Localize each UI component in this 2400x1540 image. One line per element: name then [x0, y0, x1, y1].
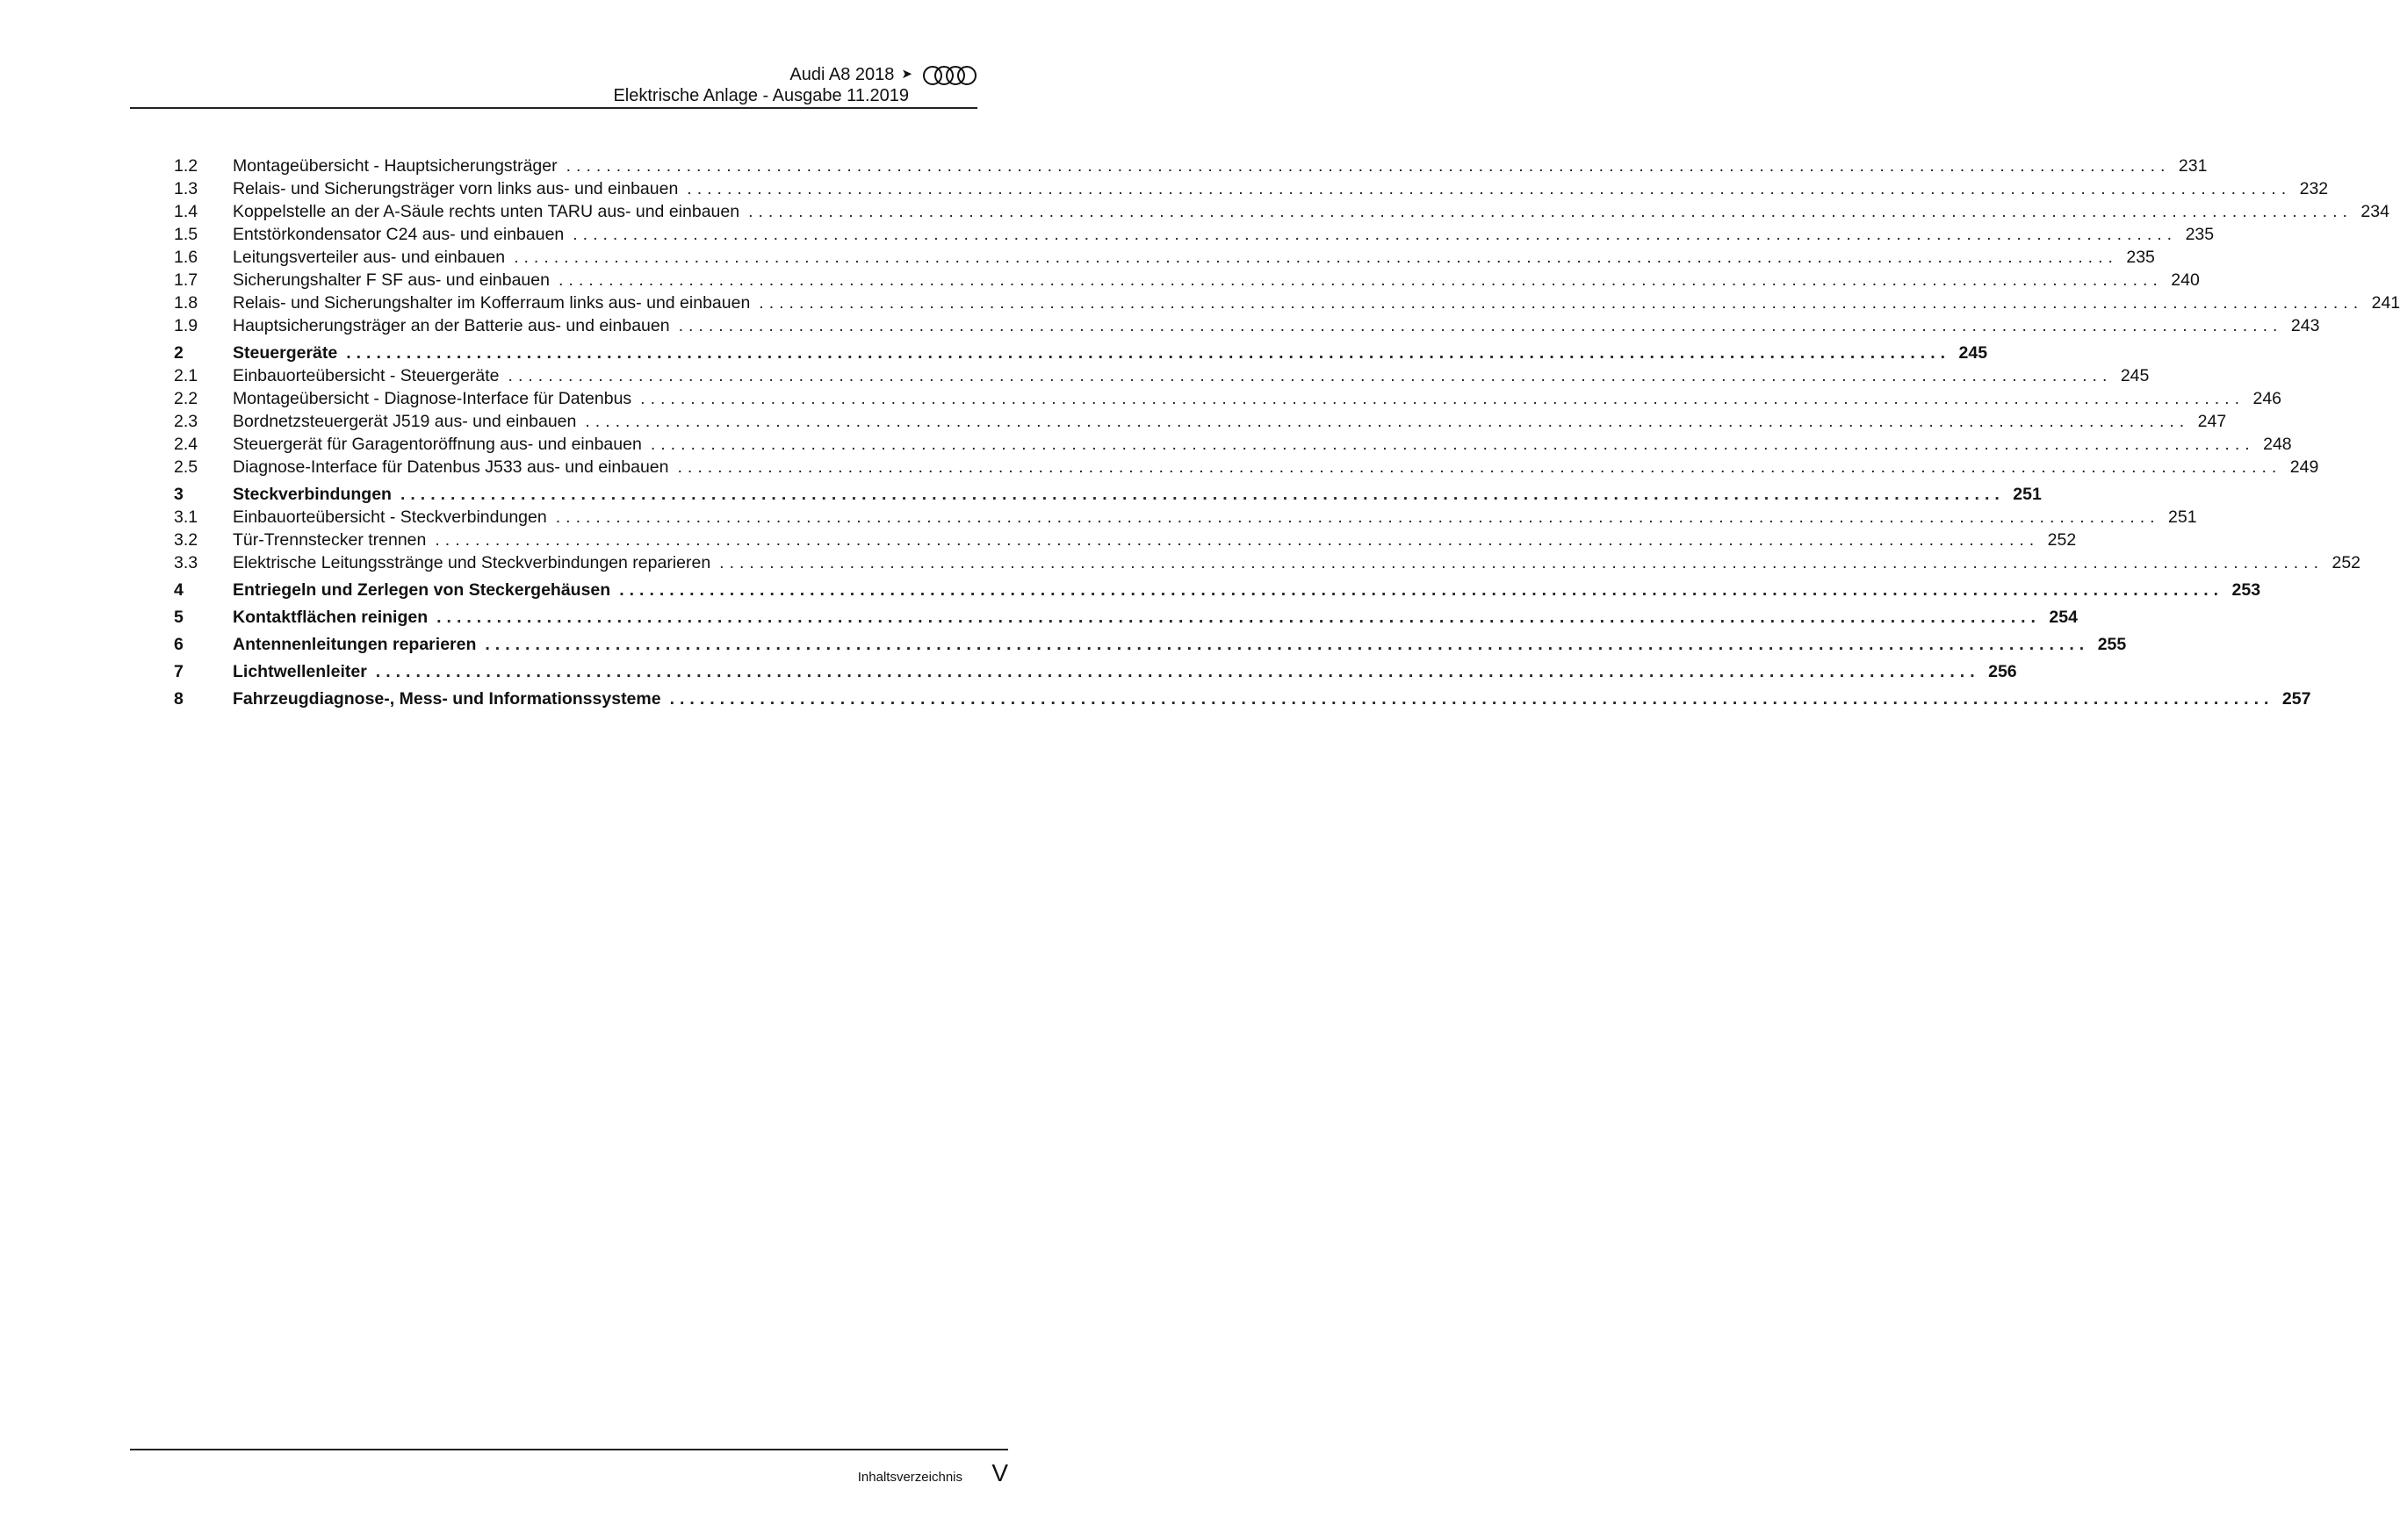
toc-entry-page: 255 [2097, 635, 2127, 654]
toc-entry[interactable] [174, 504, 2197, 527]
toc-entry-page: 253 [2231, 580, 2261, 600]
toc-entry-title: Montageübersicht - Hauptsicherungsträger [233, 156, 558, 176]
arrow-right-icon: ➤ [901, 67, 912, 82]
toc-entry-page: 240 [2171, 270, 2200, 290]
toc-entry-page: 248 [2263, 435, 2292, 454]
toc-entry-title: Lichtwellenleiter [233, 662, 367, 681]
toc-entry-page: 256 [1988, 662, 2017, 681]
toc-entry-page: 235 [2185, 225, 2215, 244]
toc-entry-title: Relais- und Sicherungshalter im Kofferraum links aus- und einbauen [233, 293, 751, 313]
toc-entry[interactable] [174, 221, 2215, 244]
toc-entry-page: 247 [2197, 412, 2227, 431]
toc-entry-number: 7 [174, 662, 184, 681]
toc-dot-leader: ................................................................................................................................................................ [375, 662, 1980, 681]
toc-entry-number: 1.7 [174, 270, 198, 290]
toc-entry-title: Einbauorteübersicht - Steuergeräte [233, 366, 500, 385]
toc-entry[interactable] [174, 335, 1988, 363]
header-model: Audi A8 2018 [789, 65, 895, 84]
toc-entry[interactable] [174, 477, 2042, 504]
toc-entry-number: 1.5 [174, 225, 198, 244]
toc-entry-number: 1.3 [174, 179, 198, 198]
toc-entry-title: Steuergerät für Garagentoröffnung aus- und einbauen [233, 435, 642, 454]
toc-entry[interactable] [174, 408, 2227, 431]
toc-dot-leader: ................................................................................................................................................................ [650, 435, 2255, 454]
toc-entry[interactable] [174, 385, 2282, 408]
toc-dot-leader: ................................................................................................................................................................ [719, 553, 2324, 572]
toc-entry[interactable] [174, 431, 2292, 454]
toc-entry-title: Bordnetzsteuergerät J519 aus- und einbauen [233, 412, 577, 431]
toc-dot-leader: ................................................................................................................................................................ [678, 316, 2283, 335]
toc-dot-leader: ................................................................................................................................................................ [748, 202, 2353, 221]
toc-entry-page: 257 [2281, 689, 2311, 709]
toc-entry-number: 1.9 [174, 316, 198, 335]
toc-entry-title: Koppelstelle an der A-Säule rechts unten TARU aus- und einbauen [233, 202, 740, 221]
toc-entry-number: 2.5 [174, 457, 198, 477]
toc-entry-number: 8 [174, 689, 184, 709]
toc-entry-number: 1.4 [174, 202, 198, 221]
toc-entry-page: 251 [2168, 507, 2197, 527]
toc-entry-number: 6 [174, 635, 184, 654]
header-subtitle: Elektrische Anlage - Ausgabe 11.2019 [613, 86, 909, 105]
toc-entry[interactable] [174, 267, 2200, 290]
toc-entry-page: 232 [2299, 179, 2329, 198]
toc-dot-leader: ................................................................................................................................................................ [677, 457, 2282, 477]
toc-dot-leader: ................................................................................................................................................................ [435, 530, 2040, 550]
toc-dot-leader: ................................................................................................................................................................ [573, 225, 2178, 244]
audi-rings-logo-icon [923, 65, 977, 84]
toc-dot-leader: ................................................................................................................................................................ [436, 608, 2041, 627]
toc-entry-title: Einbauorteübersicht - Steckverbindungen [233, 507, 547, 527]
toc-entry-page: 245 [1958, 343, 1988, 363]
toc-entry-number: 1.8 [174, 293, 198, 313]
toc-dot-leader: ................................................................................................................................................................ [669, 689, 2274, 709]
toc-dot-leader: ................................................................................................................................................................ [640, 389, 2245, 408]
toc-entry-title: Antennenleitungen reparieren [233, 635, 477, 654]
toc-entry-number: 3.3 [174, 553, 198, 572]
toc-entry-number: 2 [174, 343, 184, 363]
toc-entry[interactable] [174, 153, 2208, 176]
toc-dot-leader: ................................................................................................................................................................ [759, 293, 2364, 313]
table-of-contents [174, 153, 2400, 709]
toc-entry[interactable] [174, 600, 2078, 627]
toc-entry[interactable] [174, 572, 2261, 600]
toc-entry-title: Tür-Trennstecker trennen [233, 530, 427, 550]
toc-entry[interactable] [174, 527, 2077, 550]
toc-entry-number: 5 [174, 608, 184, 627]
toc-dot-leader: ................................................................................................................................................................ [514, 248, 2118, 267]
toc-entry-title: Leitungsverteiler aus- und einbauen [233, 248, 506, 267]
toc-entry-number: 2.3 [174, 412, 198, 431]
toc-dot-leader: ................................................................................................................................................................ [566, 156, 2171, 176]
toc-entry[interactable] [174, 681, 2311, 709]
toc-entry-page: 234 [2360, 202, 2389, 221]
page-footer [130, 1449, 1008, 1486]
toc-entry[interactable] [174, 290, 2400, 313]
toc-entry-title: Steckverbindungen [233, 485, 392, 504]
toc-entry-page: 251 [2013, 485, 2042, 504]
footer-label: Inhaltsverzeichnis [857, 1470, 962, 1485]
toc-dot-leader: ................................................................................................................................................................ [585, 412, 2190, 431]
toc-entry-page: 245 [2120, 366, 2150, 385]
toc-entry-page: 249 [2289, 457, 2319, 477]
toc-entry-page: 252 [2332, 553, 2361, 572]
toc-entry-number: 1.6 [174, 248, 198, 267]
toc-entry-title: Sicherungshalter F SF aus- und einbauen [233, 270, 550, 290]
toc-entry-number: 1.2 [174, 156, 198, 176]
toc-dot-leader: ................................................................................................................................................................ [400, 485, 2005, 504]
toc-entry[interactable] [174, 363, 2150, 385]
toc-dot-leader: ................................................................................................................................................................ [558, 270, 2163, 290]
toc-entry-title: Steuergeräte [233, 343, 338, 363]
toc-entry-title: Kontaktflächen reinigen [233, 608, 429, 627]
toc-entry-page: 235 [2126, 248, 2155, 267]
toc-entry-number: 3.2 [174, 530, 198, 550]
toc-dot-leader: ................................................................................................................................................................ [346, 343, 1951, 363]
toc-dot-leader: ................................................................................................................................................................ [687, 179, 2292, 198]
toc-entry[interactable] [174, 550, 2361, 572]
toc-dot-leader: ................................................................................................................................................................ [508, 366, 2113, 385]
toc-dot-leader: ................................................................................................................................................................ [485, 635, 2090, 654]
toc-entry-title: Fahrzeugdiagnose-, Mess- und Informationssysteme [233, 689, 661, 709]
toc-entry-title: Entriegeln und Zerlegen von Steckergehäusen [233, 580, 611, 600]
toc-entry-number: 3 [174, 485, 184, 504]
toc-entry-title: Hauptsicherungsträger an der Batterie aus- und einbauen [233, 316, 670, 335]
toc-entry[interactable] [174, 176, 2329, 198]
footer-page-number: V [991, 1459, 1008, 1486]
toc-entry[interactable] [174, 244, 2155, 267]
toc-entry-number: 3.1 [174, 507, 198, 527]
toc-entry-page: 241 [2371, 293, 2400, 313]
toc-entry-title: Relais- und Sicherungsträger vorn links aus- und einbauen [233, 179, 679, 198]
toc-entry-number: 2.4 [174, 435, 198, 454]
toc-entry[interactable] [174, 198, 2389, 221]
toc-entry[interactable] [174, 454, 2319, 477]
toc-entry-title: Entstörkondensator C24 aus- und einbauen [233, 225, 565, 244]
toc-entry[interactable] [174, 627, 2127, 654]
toc-entry-page: 252 [2047, 530, 2077, 550]
toc-entry-number: 4 [174, 580, 184, 600]
toc-entry-page: 246 [2252, 389, 2282, 408]
header-model-line [789, 65, 977, 84]
toc-entry-page: 254 [2049, 608, 2078, 627]
toc-entry-page: 243 [2290, 316, 2320, 335]
toc-entry-number: 2.2 [174, 389, 198, 408]
toc-entry-number: 2.1 [174, 366, 198, 385]
toc-entry-page: 231 [2178, 156, 2208, 176]
toc-entry-title: Montageübersicht - Diagnose-Interface für Datenbus [233, 389, 632, 408]
toc-entry-title: Diagnose-Interface für Datenbus J533 aus- und einbauen [233, 457, 669, 477]
page-header [130, 61, 977, 109]
toc-entry[interactable] [174, 313, 2320, 335]
toc-entry[interactable] [174, 654, 2017, 681]
toc-dot-leader: ................................................................................................................................................................ [555, 507, 2160, 527]
toc-dot-leader: ................................................................................................................................................................ [619, 580, 2224, 600]
toc-entry-title: Elektrische Leitungsstränge und Steckverbindungen reparieren [233, 553, 711, 572]
